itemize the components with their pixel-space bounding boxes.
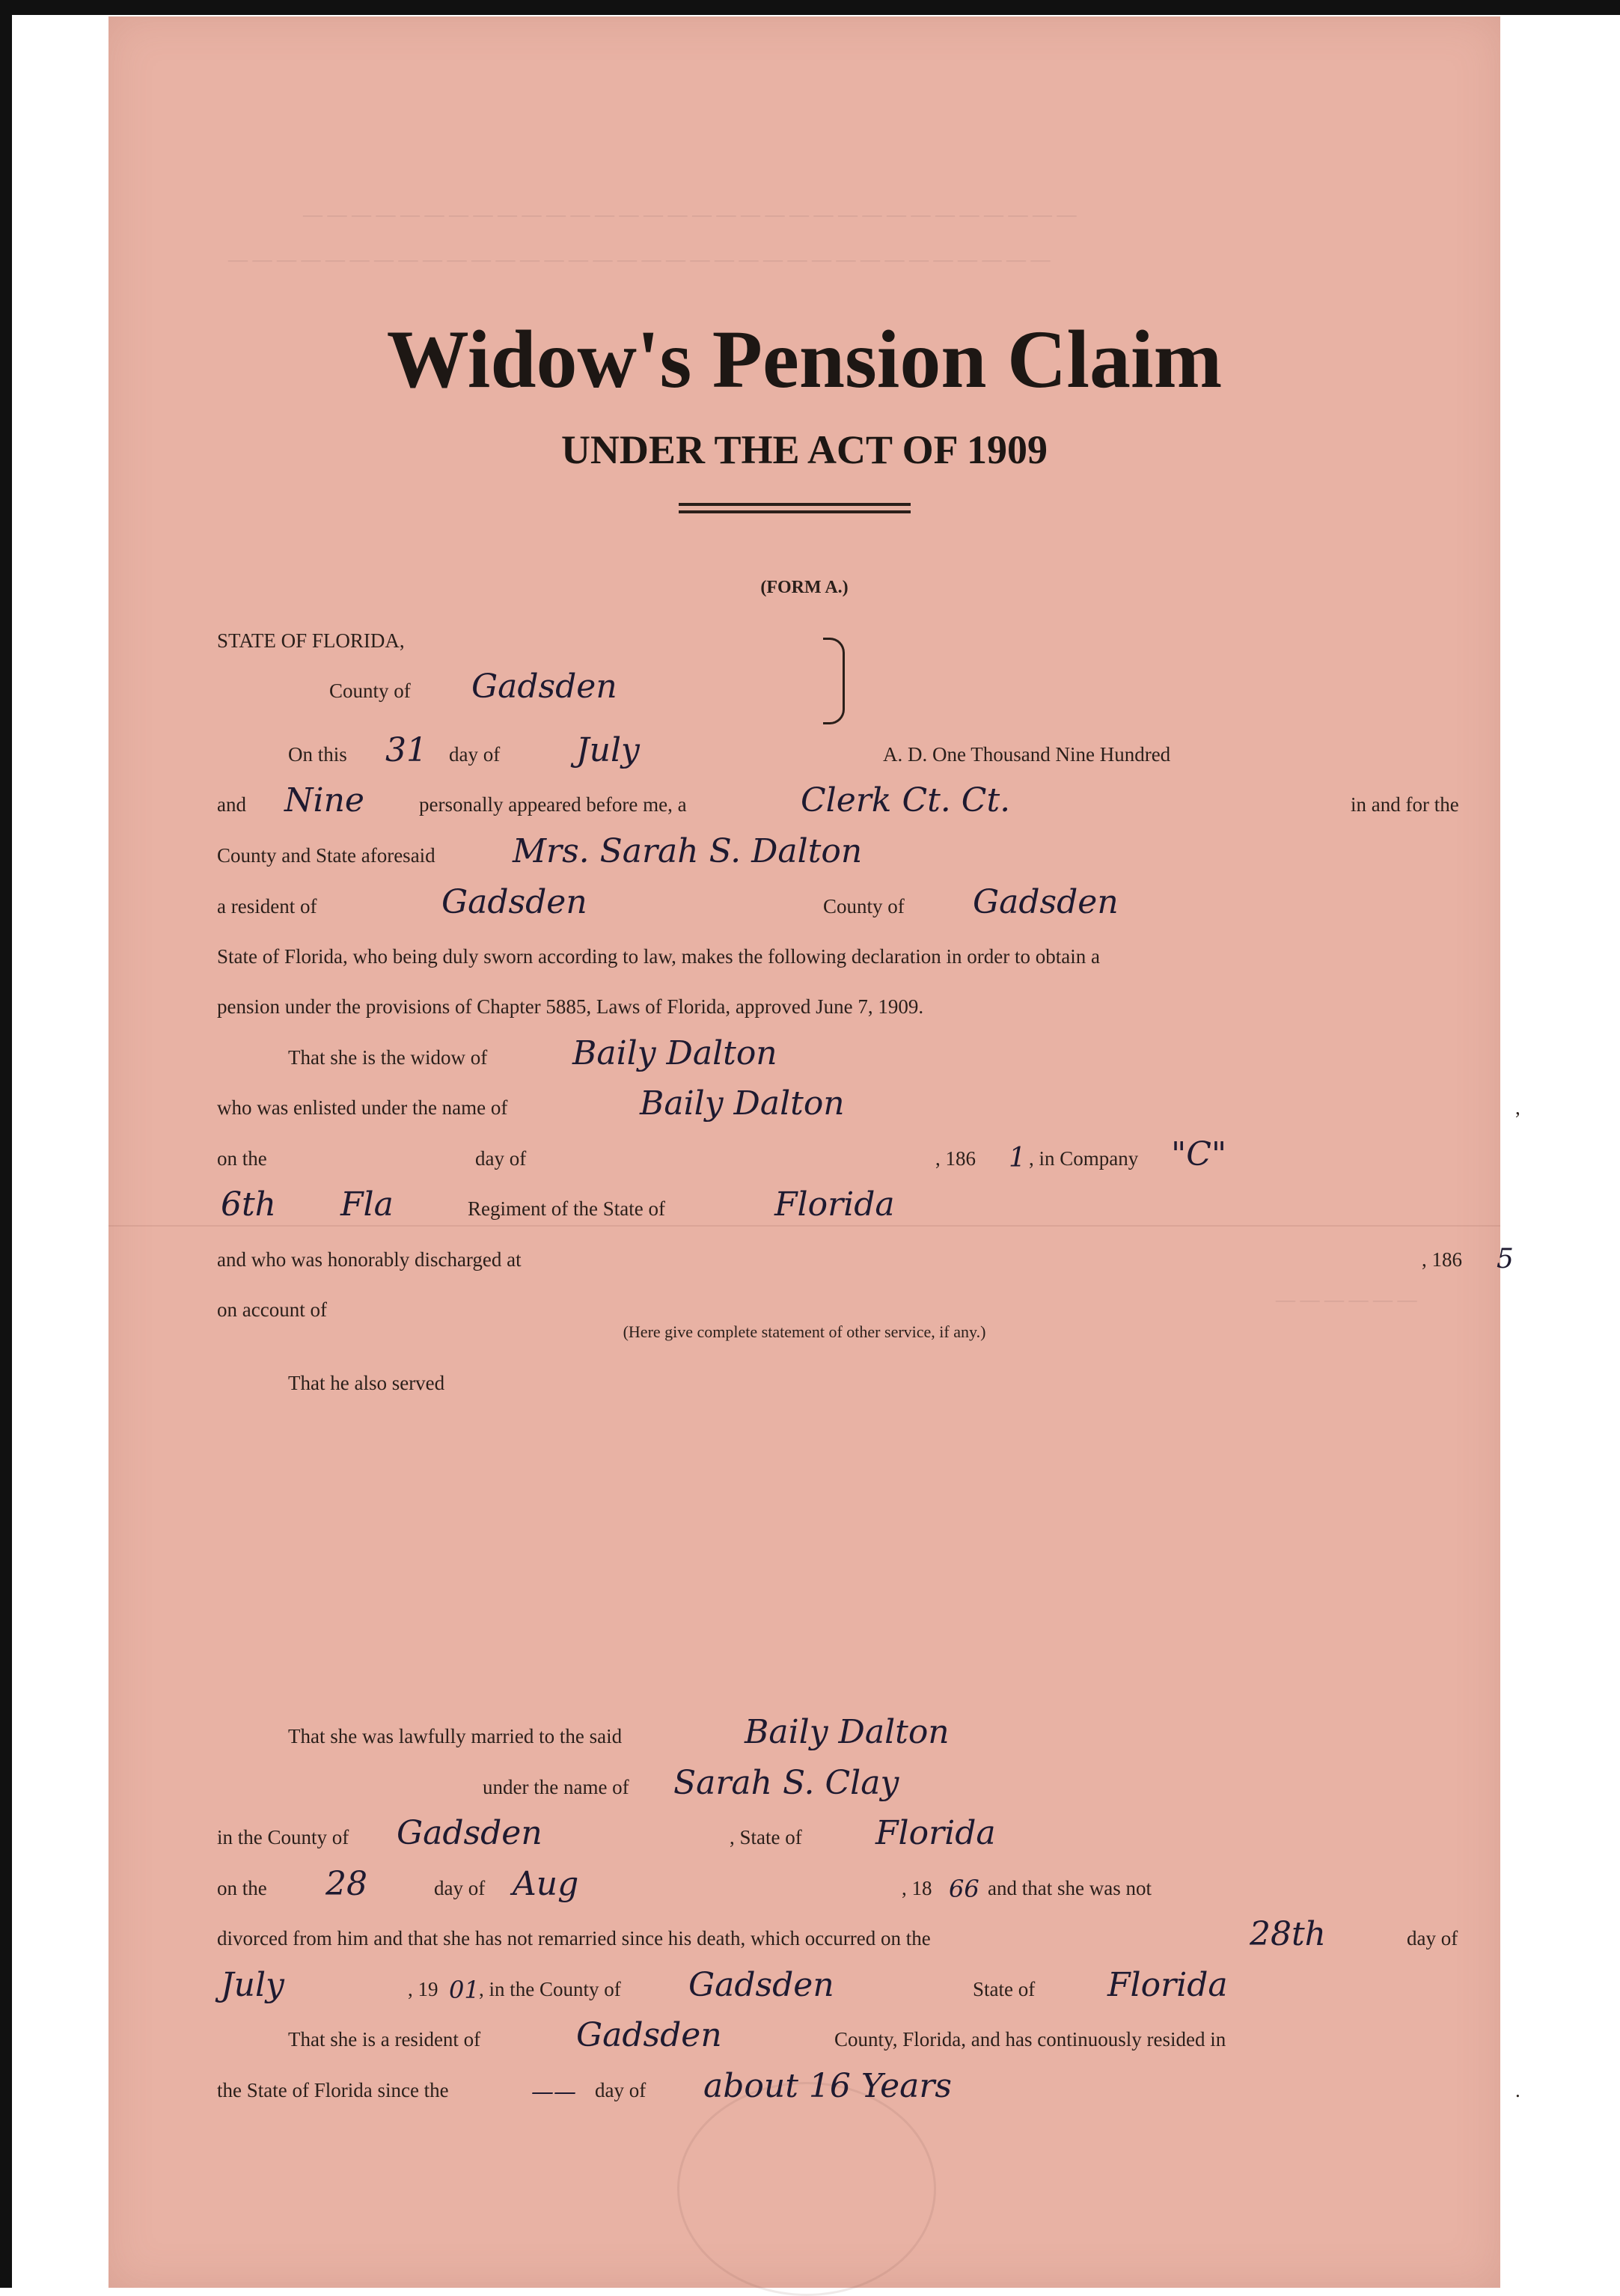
text: , 19 [408, 1978, 438, 2000]
text: , [1515, 1096, 1520, 1119]
discharge-year-digit: 5 [1497, 1244, 1514, 1274]
county-brace [823, 638, 845, 724]
marriage-month: Aug [513, 1865, 579, 1903]
marriage-place-line [217, 1814, 1523, 1855]
residence-period: about 16 Years [703, 2067, 952, 2105]
county-label: County of [329, 680, 411, 702]
text: on the [217, 1877, 267, 1899]
text: on account of [217, 1298, 327, 1321]
text: That she is a resident of [288, 2028, 481, 2051]
embossed-seal [677, 2082, 936, 2296]
resident-county: Gadsden [576, 2016, 722, 2054]
also-served-line [217, 1364, 1523, 1401]
husband-name: Baily Dalton [572, 1034, 777, 1072]
text: day of [449, 743, 501, 766]
residence-county: Gadsden [973, 883, 1119, 921]
death-day: 28th [1250, 1915, 1327, 1953]
text: , 18 [902, 1877, 932, 1899]
text: State of Florida, who being duly sworn according to law, makes the following declaration in order to obtain a [217, 945, 1100, 968]
text: day of [475, 1147, 527, 1170]
regiment-state-abbr: Fla [340, 1185, 394, 1224]
text: County of [823, 895, 905, 918]
page-title: Widow's Pension Claim [386, 314, 1223, 405]
text: in and for the [1351, 793, 1459, 816]
company-letter: "C" [1171, 1135, 1227, 1173]
text: That she was lawfully married to the said [288, 1725, 623, 1747]
blank-service-line [217, 1515, 1523, 1552]
form-paper [108, 16, 1520, 2288]
text: in the County of [217, 1826, 349, 1848]
text: day of [1407, 1927, 1458, 1950]
text: State of [973, 1978, 1036, 2000]
death-state: Florida [1107, 1966, 1228, 2004]
text: , in the County of [479, 1978, 621, 2000]
blank-service-line [217, 1667, 1523, 1704]
married-line [217, 1713, 1523, 1754]
company-line [217, 1135, 1523, 1176]
residence-town: Gadsden [441, 883, 587, 921]
text: under the name of [483, 1776, 629, 1798]
text: and [217, 793, 246, 816]
regiment-number: 6th [221, 1185, 277, 1224]
bleed-through-text: — — — — — — — — — — — — — — — — — — — — — — — — — — — — — — — — — — [228, 248, 1051, 270]
bleed-through-text: — — — — — — — — — — — — — — — — — — — — — — — — — — — — — — — — [303, 204, 1077, 225]
state-line [217, 621, 1523, 659]
enlist-year-digit: 1 [1009, 1143, 1026, 1173]
text: A. D. One Thousand Nine Hundred [883, 743, 1171, 766]
oath-month: July [576, 731, 640, 769]
title-rule-top [679, 503, 911, 506]
text: divorced from him and that she has not remarried since his death, which occurred on the [217, 1927, 931, 1950]
blank-service-line [217, 1414, 1523, 1452]
text: and that she was not [988, 1877, 1152, 1899]
text: That she is the widow of [288, 1046, 488, 1069]
marriage-year: 66 [949, 1875, 979, 1903]
text: On this [288, 743, 347, 766]
regiment-state: Florida [774, 1185, 895, 1224]
married-to-name: Baily Dalton [745, 1713, 950, 1751]
oath-year: Nine [284, 781, 364, 819]
text: pension under the provisions of Chapter 5885, Laws of Florida, approved June 7, 1909. [217, 995, 924, 1018]
residence-line [217, 883, 1523, 924]
text: County and State aforesaid [217, 844, 435, 867]
appeared-line [217, 781, 1523, 822]
blank-service-line [217, 1616, 1523, 1653]
widow-of-line [217, 1034, 1523, 1075]
text: , State of [730, 1826, 802, 1848]
death-month: July [221, 1966, 284, 2004]
oath-day: 31 [385, 731, 427, 769]
text: . [1515, 2079, 1520, 2101]
death-year: 01 [449, 1976, 480, 2004]
text: That he also served [288, 1372, 445, 1394]
text: , 186 [935, 1147, 976, 1170]
text: , in Company [1029, 1147, 1139, 1170]
maiden-name-line [217, 1764, 1523, 1805]
text: who was enlisted under the name of [217, 1096, 508, 1119]
text: and who was honorably discharged at [217, 1248, 522, 1271]
claimant-line [217, 832, 1523, 873]
death-county: Gadsden [688, 1966, 834, 2004]
page-subtitle: UNDER THE ACT OF 1909 [560, 427, 1048, 472]
resident-line [217, 2016, 1523, 2057]
scan-left-border [0, 0, 12, 2288]
marriage-county: Gadsden [397, 1814, 542, 1852]
officer-title: Clerk Ct. Ct. [801, 781, 1011, 819]
text: personally appeared before me, a [419, 793, 687, 816]
marriage-day: 28 [325, 1865, 367, 1903]
declaration-line [217, 937, 1523, 974]
county-line [217, 668, 1523, 709]
text: , 186 [1422, 1248, 1462, 1271]
text: a resident of [217, 895, 317, 918]
bleed-through-text: — — — — — — [1276, 1289, 1417, 1310]
blank-service-line [217, 1566, 1523, 1603]
enlisted-name: Baily Dalton [640, 1084, 845, 1123]
marriage-state: Florida [875, 1814, 996, 1852]
death-date-line [217, 1966, 1523, 2007]
resided-since-line [217, 2067, 1523, 2108]
oath-date-line [217, 731, 1523, 772]
form-label: (FORM A.) [760, 578, 849, 597]
blank-service-line [217, 1465, 1523, 1502]
text: the State of Florida since the [217, 2079, 449, 2101]
enlisted-line [217, 1084, 1523, 1126]
resided-day-dash: —— [531, 2079, 576, 2105]
statute-line [217, 987, 1523, 1025]
state-label: STATE OF FLORIDA, [217, 629, 405, 652]
maiden-name: Sarah S. Clay [673, 1764, 899, 1802]
text: County, Florida, and has continuously resided in [834, 2028, 1226, 2051]
discharge-line [217, 1240, 1523, 1277]
other-service-note: (Here give complete statement of other service, if any.) [623, 1322, 986, 1341]
county-value: Gadsden [471, 668, 617, 706]
title-rule-bottom [679, 510, 911, 513]
text: day of [434, 1877, 486, 1899]
text: day of [595, 2079, 647, 2101]
marriage-date-line [217, 1865, 1523, 1906]
not-divorced-line [217, 1915, 1523, 1956]
claimant-name: Mrs. Sarah S. Dalton [513, 832, 863, 870]
text: Regiment of the State of [468, 1197, 665, 1220]
scan-top-border [0, 0, 1620, 15]
regiment-line [217, 1185, 1523, 1227]
text: on the [217, 1147, 267, 1170]
